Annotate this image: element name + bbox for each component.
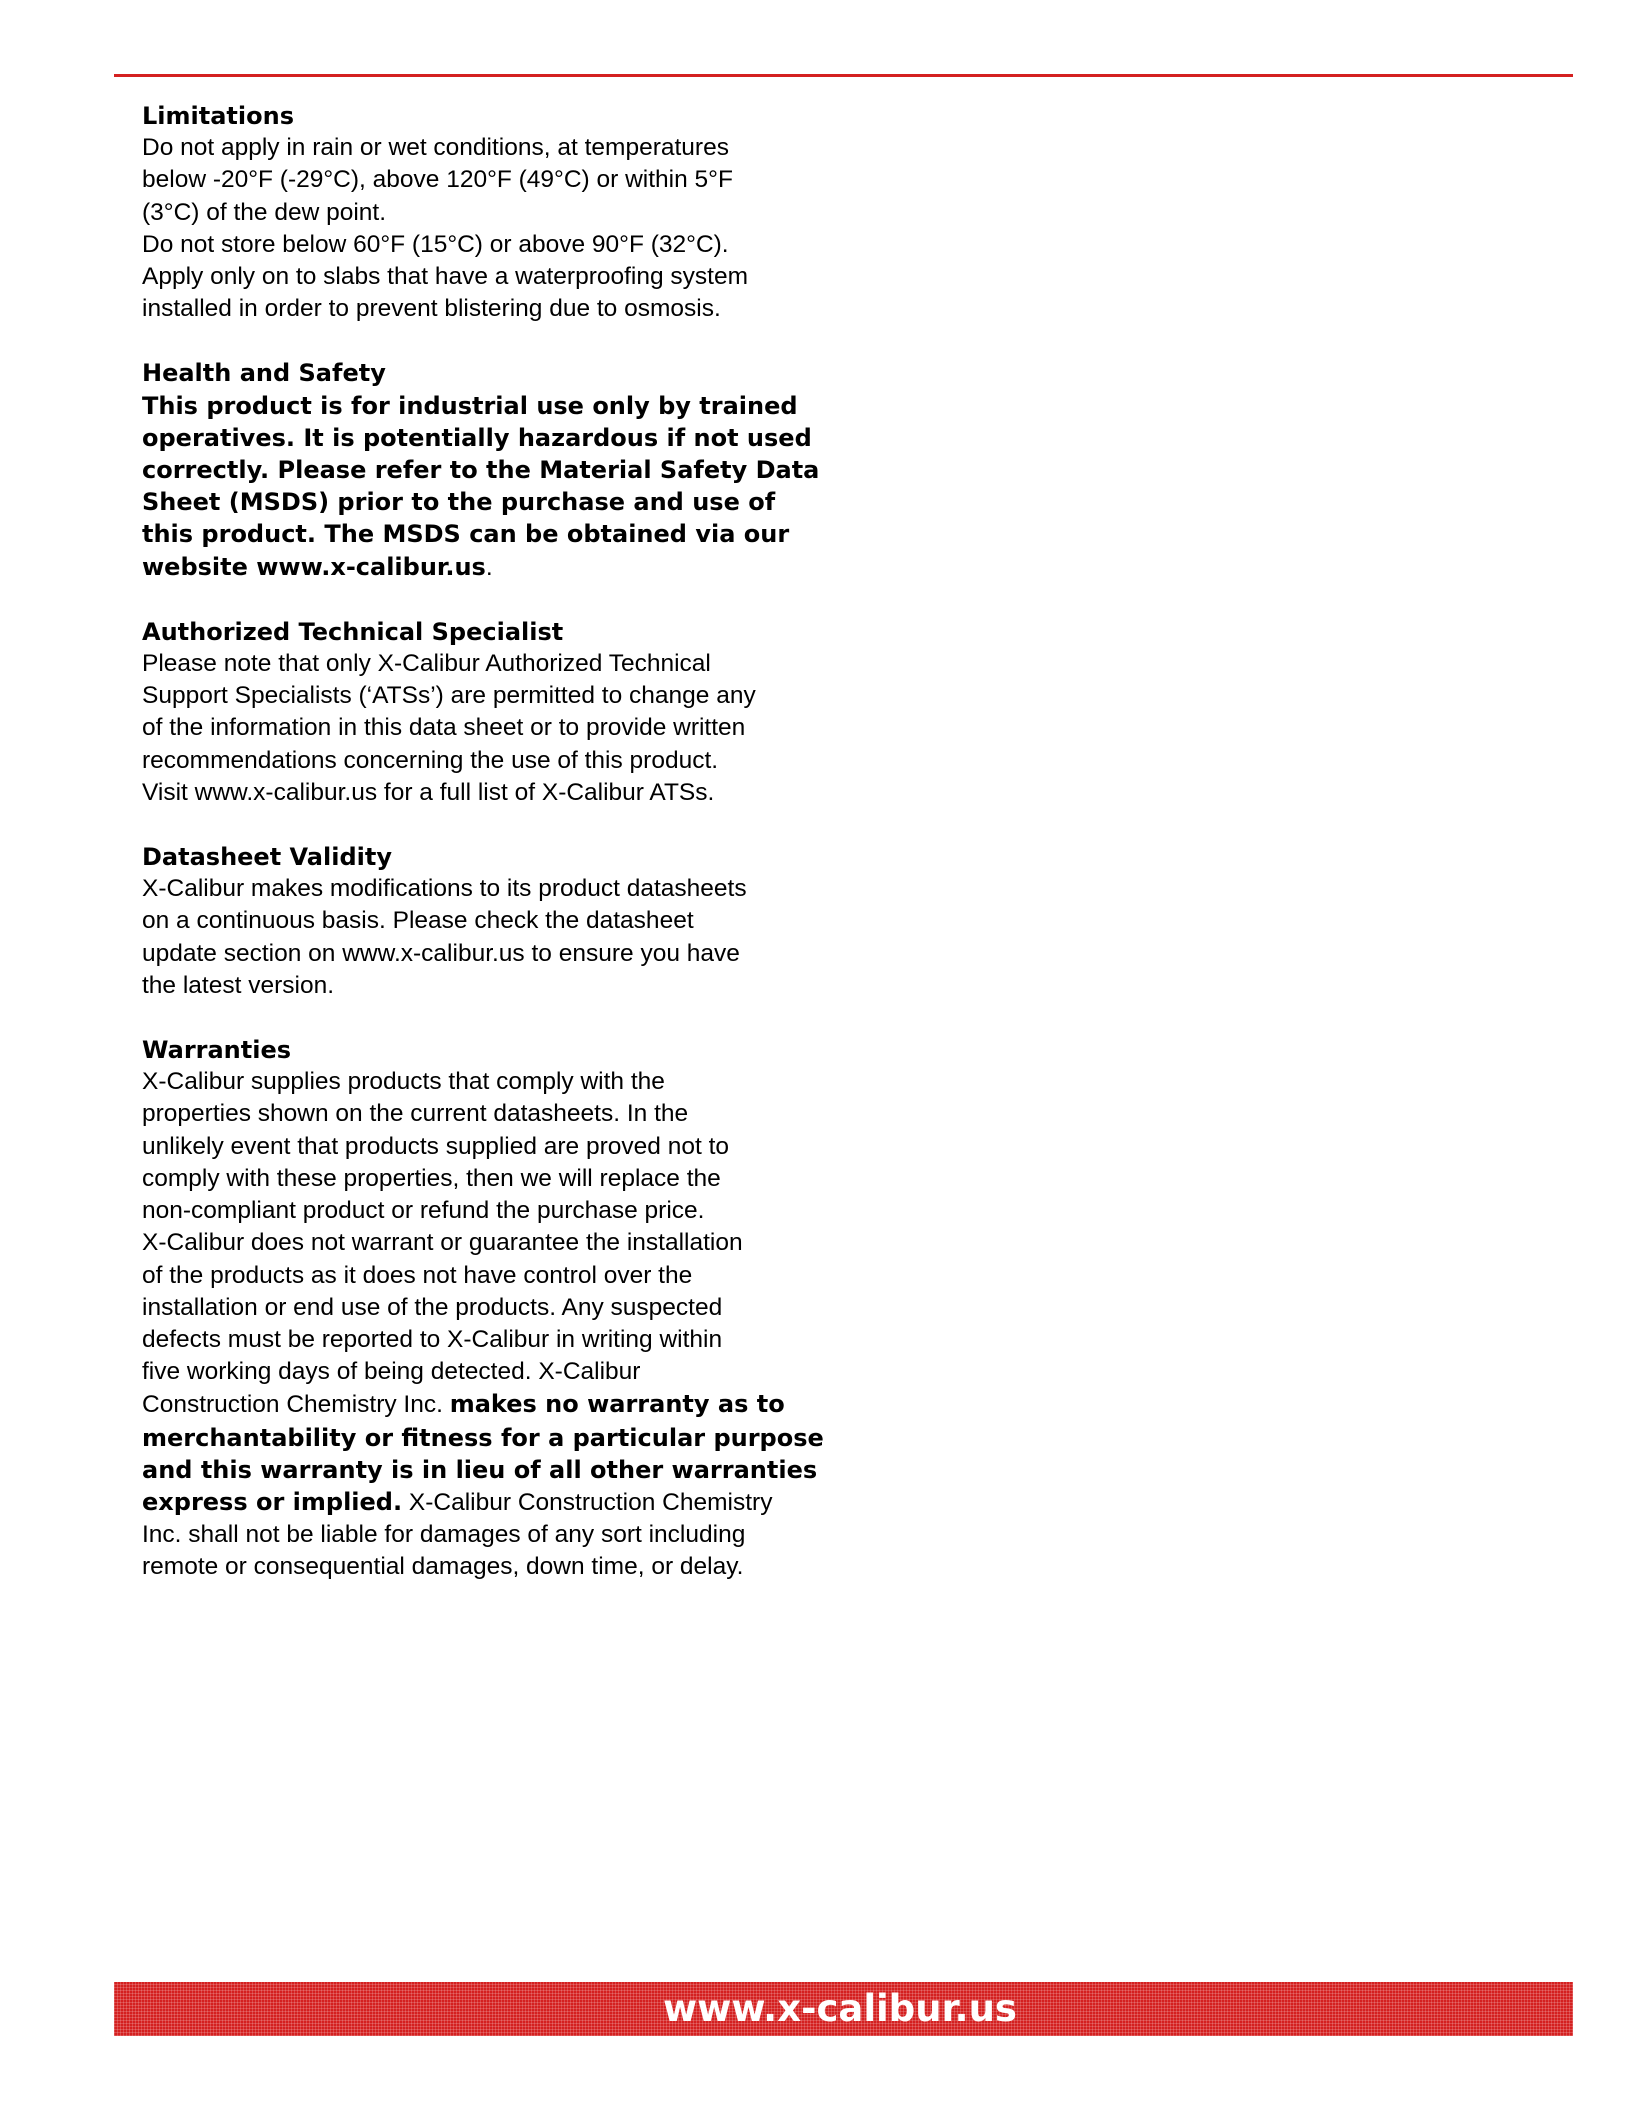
trailing-period: . <box>485 553 493 581</box>
warning-line: this product. The MSDS can be obtained via our <box>142 520 790 549</box>
section-warranties <box>142 1034 842 1583</box>
warning-line: correctly. Please refer to the Material Safety Data <box>142 456 820 485</box>
body-line: (3°C) of the dew point. <box>142 198 387 226</box>
body-line: update section on www.x-calibur.us to ensure you have <box>142 939 740 967</box>
body-line: X-Calibur does not warrant or guarantee the installation <box>142 1229 743 1257</box>
section-heading: Authorized Technical Specialist <box>142 617 564 646</box>
footer-website-url[interactable]: www.x-calibur.us <box>663 1987 1017 2030</box>
body-line: of the information in this data sheet or to provide written <box>142 714 746 742</box>
body-line: on a continuous basis. Please check the datasheet <box>142 907 694 935</box>
body-line: Inc. shall not be liable for damages of any sort including <box>142 1521 746 1549</box>
normal-text: Construction Chemistry Inc. <box>142 1391 450 1419</box>
body-line: defects must be reported to X-Calibur in writing within <box>142 1325 723 1353</box>
section-heading: Health and Safety <box>142 359 386 388</box>
warning-line-last <box>142 551 842 584</box>
section-health-and-safety <box>142 357 842 583</box>
body-line: five working days of being detected. X-Calibur <box>142 1358 641 1386</box>
mixed-line <box>142 1486 842 1519</box>
body-line: below -20°F (-29°C), above 120°F (49°C) or within 5°F <box>142 166 733 194</box>
body-line: of the products as it does not have control over the <box>142 1261 693 1289</box>
body-line: non-compliant product or refund the purchase price. <box>142 1197 705 1225</box>
body-line: installed in order to prevent blistering due to osmosis. <box>142 295 721 323</box>
warning-line: operatives. It is potentially hazardous if not used <box>142 423 812 452</box>
section-heading: Datasheet Validity <box>142 843 392 872</box>
disclaimer-line: merchantability or fitness for a particular purpose <box>142 1423 824 1452</box>
body-line: the latest version. <box>142 971 335 999</box>
body-line: properties shown on the current datasheets. In the <box>142 1100 689 1128</box>
section-heading: Warranties <box>142 1036 292 1065</box>
disclaimer-line: and this warranty is in lieu of all other warranties <box>142 1455 818 1484</box>
body-line: X-Calibur makes modifications to its product datasheets <box>142 875 747 903</box>
warning-line: Sheet (MSDS) prior to the purchase and use of <box>142 488 776 517</box>
body-line: Do not apply in rain or wet conditions, at temperatures <box>142 134 729 162</box>
header-rule <box>114 74 1573 77</box>
section-datasheet-validity <box>142 841 842 1002</box>
body-line: recommendations concerning the use of this product. <box>142 746 719 774</box>
body-line: X-Calibur supplies products that comply with the <box>142 1068 665 1096</box>
body-line: installation or end use of the products. Any suspected <box>142 1293 723 1321</box>
body-line: Please note that only X-Calibur Authorized Technical <box>142 650 711 678</box>
section-authorized-technical-specialist <box>142 616 842 809</box>
disclaimer-text: makes no warranty as to <box>449 1390 785 1419</box>
normal-text: X-Calibur Construction Chemistry <box>402 1488 773 1516</box>
body-line: unlikely event that products supplied are proved not to <box>142 1132 730 1160</box>
body-line: comply with these properties, then we will replace the <box>142 1164 721 1192</box>
warning-line: This product is for industrial use only by trained <box>142 391 798 420</box>
website-link-text: website www.x-calibur.us <box>142 552 486 581</box>
section-heading: Limitations <box>142 102 294 130</box>
body-line: Support Specialists (‘ATSs’) are permitted to change any <box>142 682 756 710</box>
section-limitations <box>142 100 842 325</box>
disclaimer-text: express or implied. <box>142 1487 403 1516</box>
body-line: remote or consequential damages, down time, or delay. <box>142 1553 744 1581</box>
body-line: Apply only on to slabs that have a waterproofing system <box>142 263 749 291</box>
document-body <box>142 100 842 1616</box>
mixed-line <box>142 1388 842 1421</box>
body-line: Do not store below 60°F (15°C) or above 90°F (32°C). <box>142 230 729 258</box>
body-line: Visit www.x-calibur.us for a full list of X-Calibur ATSs. <box>142 778 715 806</box>
